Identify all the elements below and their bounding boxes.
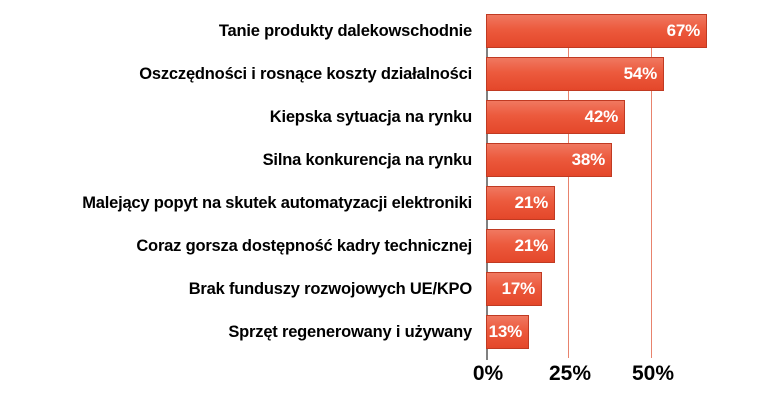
bar-row bbox=[486, 100, 625, 134]
bar[interactable] bbox=[486, 186, 555, 220]
bar-row bbox=[486, 186, 555, 220]
x-tick-label: 50% bbox=[631, 362, 675, 385]
bar[interactable] bbox=[486, 229, 555, 263]
bar-value-label: 17% bbox=[501, 279, 535, 298]
category-label: Malejący popyt na skutek automatyzacji elektroniki bbox=[82, 193, 472, 212]
bar[interactable] bbox=[486, 100, 625, 134]
bars-group bbox=[486, 14, 734, 358]
x-tick-label: 0% bbox=[472, 362, 504, 385]
category-label: Oszczędności i rosnące koszty działalności bbox=[139, 64, 472, 83]
bar-row bbox=[486, 315, 529, 349]
bar[interactable] bbox=[486, 143, 612, 177]
category-label: Sprzęt regenerowany i używany bbox=[228, 322, 472, 341]
bar-value-label: 54% bbox=[623, 64, 657, 83]
category-axis-labels bbox=[0, 14, 480, 358]
bar-row bbox=[486, 57, 664, 91]
bar-value-label: 38% bbox=[571, 150, 605, 169]
plot-area bbox=[486, 14, 734, 358]
x-tick-label: 25% bbox=[548, 362, 592, 385]
bar[interactable] bbox=[486, 57, 664, 91]
bar-value-label: 21% bbox=[514, 236, 548, 255]
bar-value-label: 13% bbox=[488, 322, 522, 341]
bar-value-label: 67% bbox=[666, 21, 700, 40]
bar-value-label: 21% bbox=[514, 193, 548, 212]
category-label: Kiepska sytuacja na rynku bbox=[269, 107, 472, 126]
bar-row bbox=[486, 229, 555, 263]
bar[interactable] bbox=[486, 14, 707, 48]
bar-row bbox=[486, 143, 612, 177]
category-label: Brak funduszy rozwojowych UE/KPO bbox=[188, 279, 472, 298]
category-label: Silna konkurencja na rynku bbox=[262, 150, 472, 169]
bar-row bbox=[486, 272, 542, 306]
bar[interactable] bbox=[486, 315, 529, 349]
bar-value-label: 42% bbox=[584, 107, 618, 126]
bar-row bbox=[486, 14, 707, 48]
bar[interactable] bbox=[486, 272, 542, 306]
category-label: Tanie produkty dalekowschodnie bbox=[218, 21, 472, 40]
x-axis-labels bbox=[472, 358, 734, 398]
category-label: Coraz gorsza dostępność kadry technicznej bbox=[136, 236, 472, 255]
